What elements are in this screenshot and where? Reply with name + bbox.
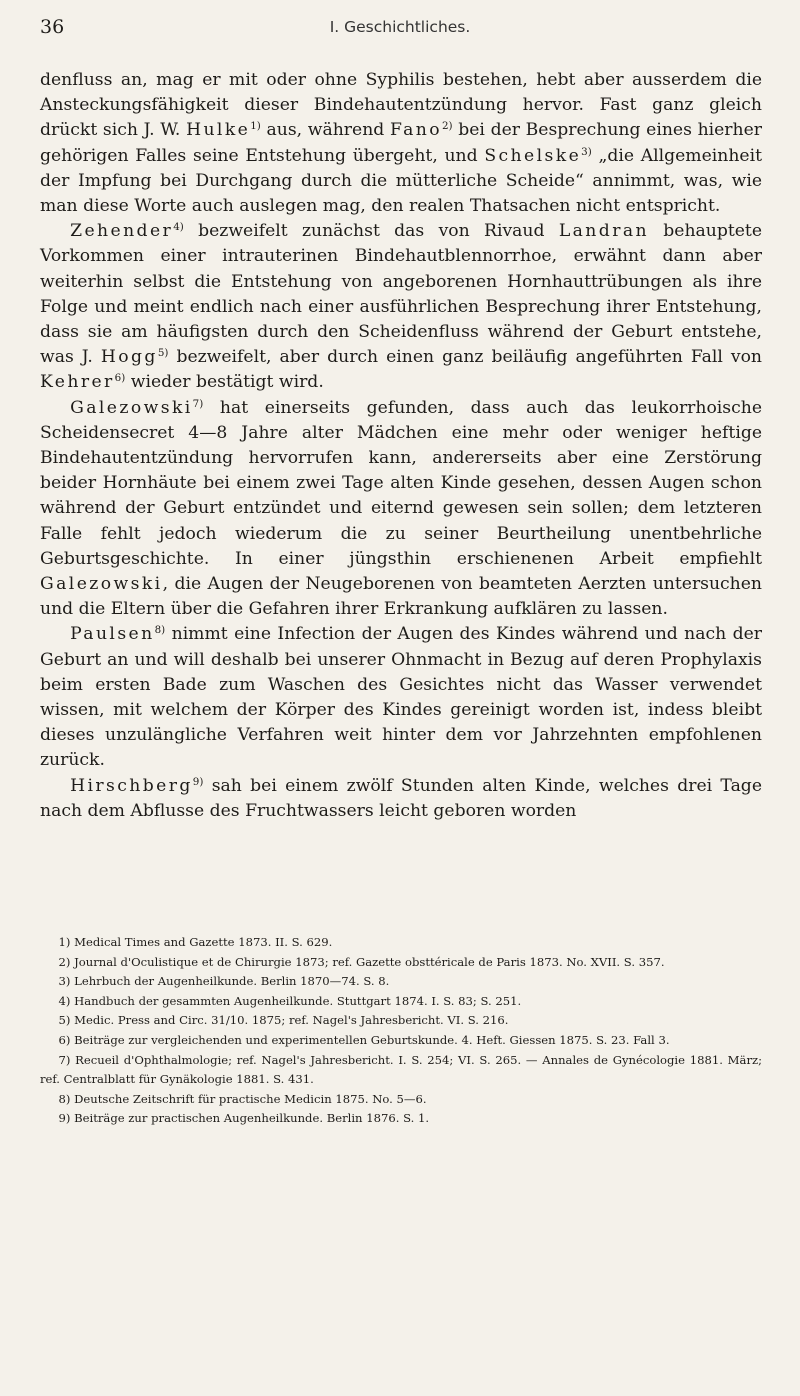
text-run: sah bei einem zwölf Stunden alten Kinde, welches drei Tage nach dem Abflusse des Fruchtwassers leicht geboren worden: [40, 775, 762, 821]
page-number: 36: [40, 16, 65, 38]
footnote-3: 3) Lehrbuch der Augenheilkunde. Berlin 1870—74. S. 8.: [58, 974, 390, 989]
footnote-8: 8) Deutsche Zeitschrift für practische Medicin 1875. No. 5—6.: [58, 1091, 427, 1106]
author-name: Schelske: [484, 145, 582, 166]
footnote-ref: 8): [154, 624, 166, 637]
footnote-ref: 9): [192, 775, 204, 788]
author-name: Zehender: [70, 221, 174, 242]
author-name: Fano: [389, 120, 442, 141]
author-name: Galezowski: [40, 574, 163, 595]
text-run: , die Augen der Neugeborenen von beamteten Aerzten untersuchen und die Eltern über die Gefahren ihrer Erkrankung aufklären zu lassen.: [40, 574, 762, 620]
footnote-9: 9) Beiträge zur practischen Augenheilkunde. Berlin 1876. S. 1.: [58, 1111, 430, 1126]
footnote-5: 5) Medic. Press and Circ. 31/10. 1875; ref. Nagel's Jahresbericht. VI. S. 216.: [58, 1013, 509, 1028]
footnote-1: 1) Medical Times and Gazette 1873. II. S. 629.: [58, 935, 333, 949]
paragraph-2: [40, 219, 762, 395]
text-run: hat einerseits gefunden, dass auch das leukorrhoische Scheidensecret 4—8 Jahre alter Mädchen eine mehr oder weniger heftige Bindehautentzündung hervorrufen kann, andererseits aber eine Zerstörung beider Hornhäute bei einem zwei Tage alten Kinde gesehen, dessen Augen schon während der Geburt entzündet und eiternd gewesen sein sollen; dem letzteren Falle fehlt jedoch wiederum die zu seiner Beurtheilung unentbehrliche Geburtsgeschichte. In einer jüngsthin erschienenen Arbeit empfiehlt: [40, 397, 762, 569]
text-run: behauptete Vorkommen einer intrauterinen Bindehautblennorrhoe, erwähnt dann aber weiterhin selbst die Entstehung von angeborenen Hornhauttrübungen als ihre Folge und meint endlich nach einer ausführlichen Besprechung ihrer Entstehung, dass sie am häufigsten durch den Scheidenfluss während der Geburt entstehe, was J.: [40, 221, 762, 368]
footnote-4: 4) Handbuch der gesammten Augenheilkunde. Stuttgart 1874. I. S. 83; S. 251.: [58, 993, 522, 1008]
footnote-ref: 5): [157, 347, 169, 360]
text-run: wieder bestätigt wird.: [125, 372, 324, 393]
author-name: Hirschberg: [70, 775, 193, 796]
footnote-7: 7) Recueil d'Ophthalmologie; ref. Nagel's Jahresbericht. I. S. 254; VI. S. 265. — Annales de Gynécologie 1881. März; ref. Centralblatt für Gynäkologie 1881. S. 431.: [40, 1052, 762, 1087]
paragraph-3: [40, 396, 762, 623]
footnote-ref: 3): [581, 145, 592, 158]
text-run: aus, während: [260, 120, 390, 141]
author-name: Paulsen: [70, 624, 155, 645]
footnote-ref: 6): [114, 372, 126, 385]
footnote-ref: 1): [250, 120, 261, 133]
page-header: [40, 16, 760, 46]
footnote-ref: 4): [173, 221, 184, 234]
paragraph-4: [40, 622, 762, 773]
body-text: [40, 68, 762, 824]
footnote-ref: 2): [442, 120, 453, 133]
text-run: „die Allgemeinheit der Impfung bei Durchgang durch die mütterliche Scheide“ annimmt, was, wie man diese Worte auch auslegen mag, den realen Thatsachen nicht entspricht.: [40, 145, 762, 217]
footnote-6: 6) Beiträge zur vergleichenden und experimentellen Geburtskunde. 4. Heft. Giessen 1875. S. 23. Fall 3.: [58, 1032, 670, 1047]
author-name: Hogg: [100, 347, 158, 368]
paragraph-5: [40, 774, 762, 824]
author-name: Galezowski: [70, 397, 193, 418]
author-name: Landran: [558, 221, 649, 242]
text-run: bezweifelt zunächst das von Rivaud: [183, 221, 559, 242]
text-run: bezweifelt, aber durch einen ganz beiläufig angeführten Fall von: [168, 347, 762, 368]
footnote-ref: 7): [192, 397, 204, 410]
paragraph-1: [40, 68, 762, 219]
author-name: Hulke: [186, 120, 251, 141]
text-run: denfluss an, mag er mit oder ohne Syphilis bestehen, hebt aber ausserdem die Ansteckungsfähigkeit dieser Bindehautentzündung hervor. Fast ganz gleich drückt sich J. W.: [40, 70, 762, 141]
footnote-2: 2) Journal d'Oculistique et de Chirurgie 1873; ref. Gazette obsttéricale de Paris 1873. No. XVII. S. 357.: [58, 954, 665, 969]
text-run: nimmt eine Infection der Augen des Kindes während und nach der Geburt an und will deshalb bei unserer Ohnmacht in Bezug auf deren Prophylaxis beim ersten Bade zum Waschen des Gesichtes nicht das Wasser verwendet wissen, mit welchem der Körper des Kindes gereinigt worden ist, indess bleibt dieses unzulängliche Verfahren weit hinter dem vor Jahrzehnten empfohlenen zurück.: [40, 624, 762, 771]
author-name: Kehrer: [40, 372, 115, 393]
running-title: I. Geschichtliches.: [329, 18, 471, 36]
text-run: bei der Besprechung eines hierher gehörigen Falles seine Entstehung übergeht, und: [40, 120, 762, 166]
footnotes: [40, 933, 762, 1129]
